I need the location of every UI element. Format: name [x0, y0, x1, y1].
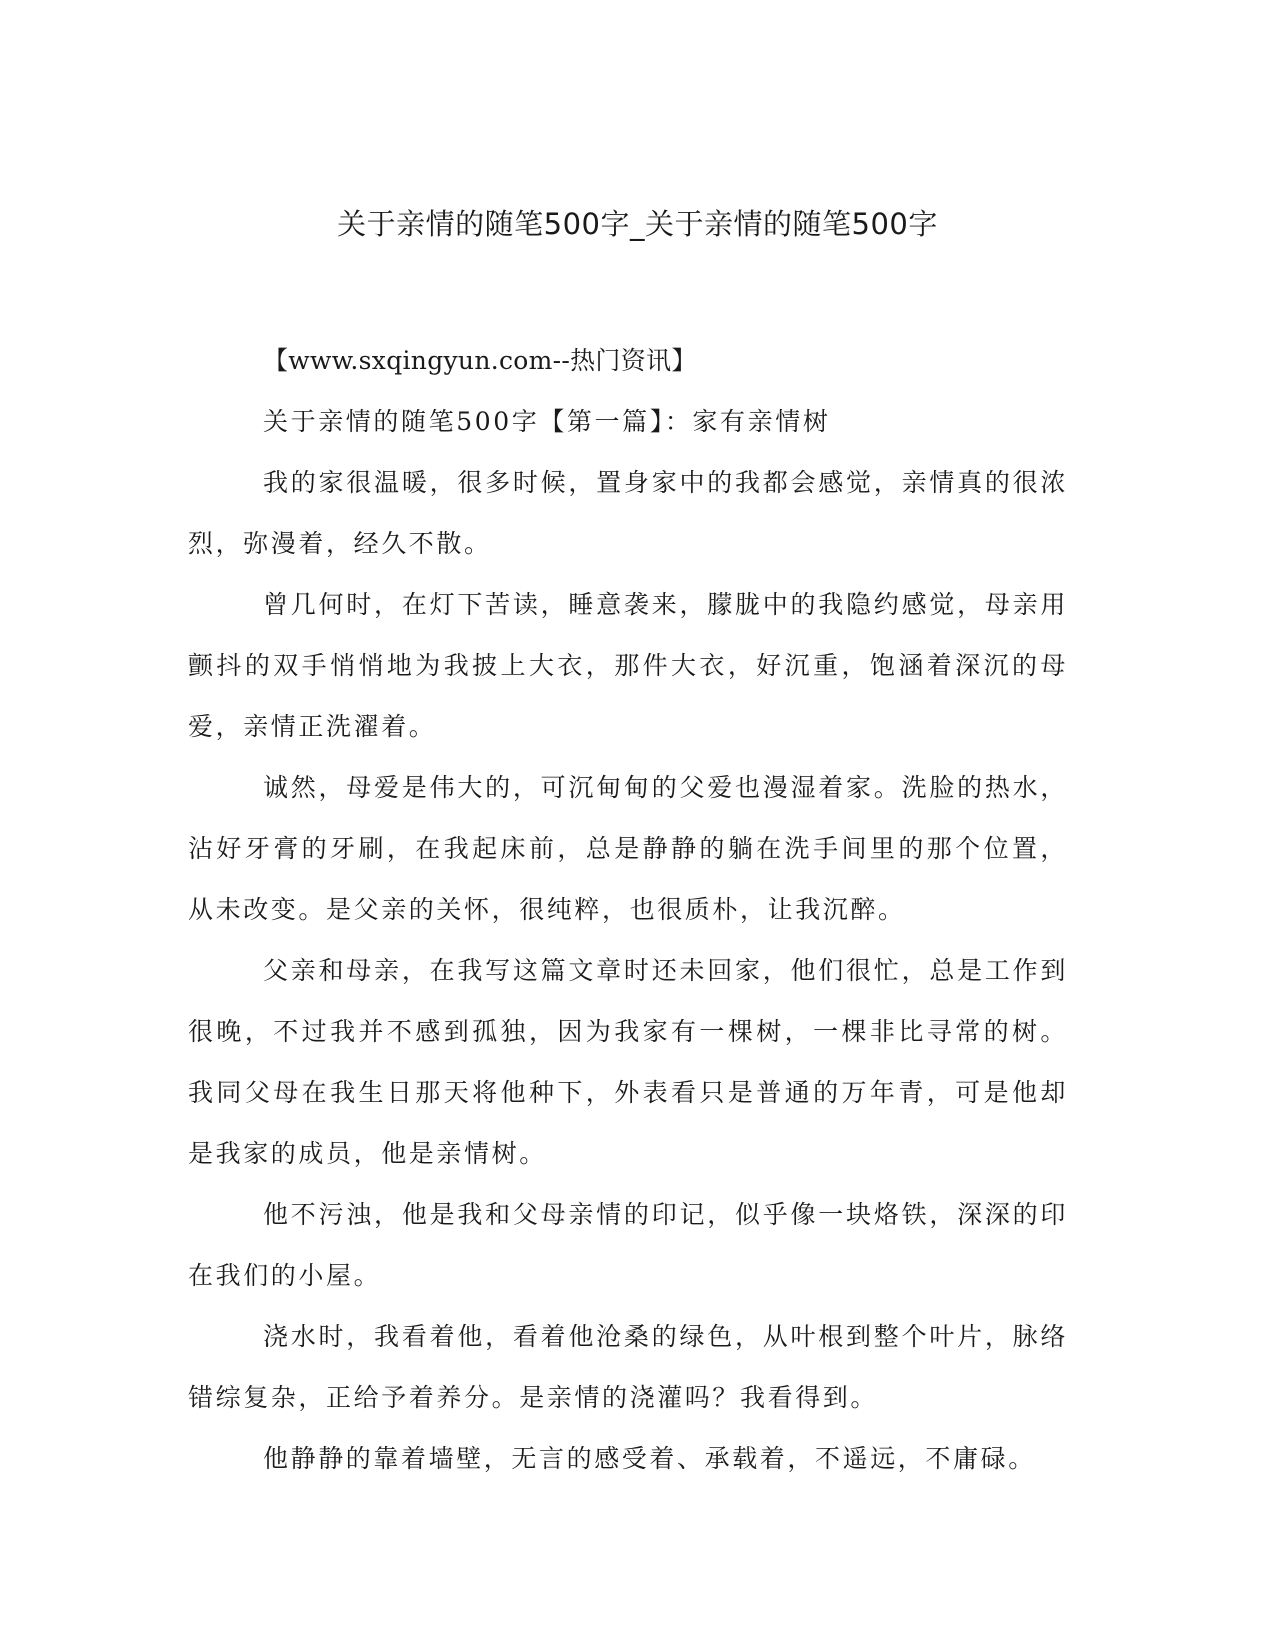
paragraph: 父亲和母亲，在我写这篇文章时还未回家，他们很忙，总是工作到很晚，不过我并不感到孤独，因为我家有一棵树，一棵非比寻常的树。我同父母在我生日那天将他种下，外表看只是普通的万年青，可是他却是我家的成员，他是亲情树。 — [188, 956, 1068, 1168]
paragraph: 曾几何时，在灯下苦读，睡意袭来，朦胧中的我隐约感觉，母亲用颤抖的双手悄悄地为我披上大衣，那件大衣，好沉重，饱涵着深沉的母爱，亲情正洗濯着。 — [188, 590, 1068, 741]
document-title: 关于亲情的随笔500字_关于亲情的随笔500字 — [337, 207, 938, 241]
document-body — [188, 330, 1068, 1489]
paragraph: 浇水时，我看着他，看着他沧桑的绿色，从叶根到整个叶片，脉络错综复杂，正给予着养分。是亲情的浇灌吗？我看得到。 — [188, 1322, 1068, 1412]
section-heading: 关于亲情的随笔500字【第一篇】：家有亲情树 — [263, 407, 831, 436]
paragraph: 他不污浊，他是我和父母亲情的印记，似乎像一块烙铁，深深的印在我们的小屋。 — [188, 1200, 1068, 1290]
paragraph: 诚然，母爱是伟大的，可沉甸甸的父爱也漫湿着家。洗脸的热水，沾好牙膏的牙刷，在我起床前，总是静静的躺在洗手间里的那个位置，从未改变。是父亲的关怀，很纯粹，也很质朴，让我沉醉。 — [188, 773, 1068, 924]
source-line: 【www.sxqingyun.com--热门资讯】 — [263, 346, 697, 375]
paragraph: 我的家很温暖，很多时候，置身家中的我都会感觉，亲情真的很浓烈，弥漫着，经久不散。 — [188, 468, 1068, 558]
paragraph: 他静静的靠着墙壁，无言的感受着、承载着，不遥远，不庸碌。 — [263, 1444, 1036, 1473]
